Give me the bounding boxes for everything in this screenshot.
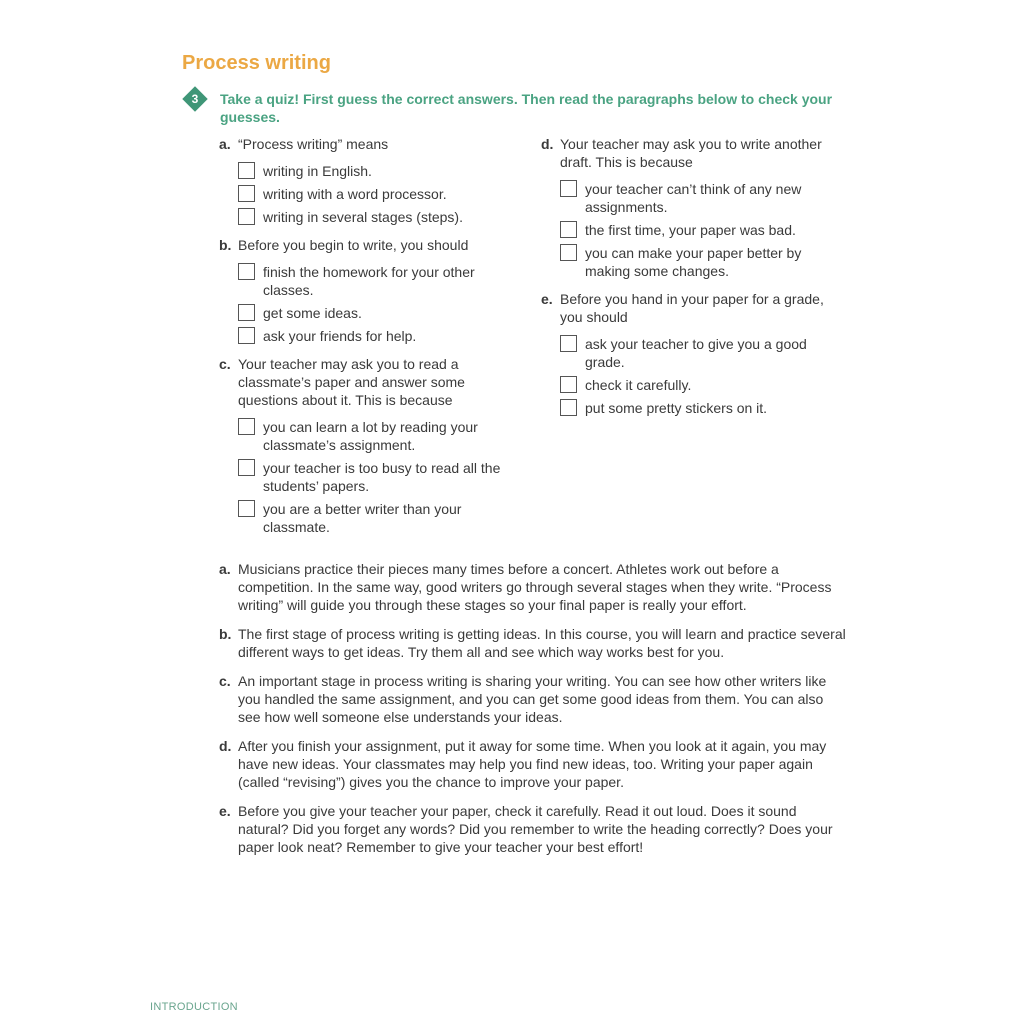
checkbox[interactable] xyxy=(560,335,577,352)
answer-option[interactable] xyxy=(238,418,519,454)
answer-option[interactable] xyxy=(560,335,841,371)
quiz-column-left xyxy=(219,135,519,546)
option-text: your teacher can’t think of any new assignments. xyxy=(585,181,802,215)
checkbox[interactable] xyxy=(560,221,577,238)
checkbox[interactable] xyxy=(238,500,255,517)
checkbox[interactable] xyxy=(560,180,577,197)
question-letter: c. xyxy=(219,356,231,372)
quiz-question xyxy=(219,135,519,226)
question-text: Your teacher may ask you to write another draft. This is because xyxy=(560,136,822,170)
option-text: ask your teacher to give you a good grade. xyxy=(585,336,807,370)
quiz-question xyxy=(219,236,519,345)
option-text: you can learn a lot by reading your classmate’s assignment. xyxy=(263,419,478,453)
answer-option[interactable] xyxy=(238,304,519,322)
paragraph xyxy=(219,625,849,661)
question-letter: e. xyxy=(541,291,553,307)
paragraph-letter: c. xyxy=(219,673,231,689)
option-text: writing in several stages (steps). xyxy=(263,209,463,225)
paragraph xyxy=(219,737,849,791)
quiz-question xyxy=(541,290,841,417)
answer-option[interactable] xyxy=(560,221,841,239)
option-text: the first time, your paper was bad. xyxy=(585,222,796,238)
option-text: your teacher is too busy to read all the students’ papers. xyxy=(263,460,501,494)
checkbox[interactable] xyxy=(238,208,255,225)
answer-option[interactable] xyxy=(560,376,841,394)
answer-option[interactable] xyxy=(560,180,841,216)
option-text: ask your friends for help. xyxy=(263,328,417,344)
answer-option[interactable] xyxy=(238,327,519,345)
reading-paragraphs xyxy=(219,560,849,867)
option-text: get some ideas. xyxy=(263,305,362,321)
quiz-column-right xyxy=(541,135,841,427)
question-letter: a. xyxy=(219,136,231,152)
answer-option[interactable] xyxy=(238,459,519,495)
option-text: put some pretty stickers on it. xyxy=(585,400,768,416)
question-text: Your teacher may ask you to read a classmate’s paper and answer some questions about it. This is because xyxy=(238,356,465,408)
question-text: “Process writing” means xyxy=(238,136,389,152)
checkbox[interactable] xyxy=(238,185,255,202)
paragraph-text: Musicians practice their pieces many times before a concert. Athletes work out before a competition. In the same way, good writers go through several stages when they write. “Process writing” will guide you through these stages so your final paper is really your effort. xyxy=(238,561,832,613)
answer-option[interactable] xyxy=(560,399,841,417)
question-text: Before you begin to write, you should xyxy=(238,237,469,253)
paragraph xyxy=(219,802,849,856)
paragraph-text: The first stage of process writing is getting ideas. In this course, you will learn and practice several different ways to get ideas. Try them all and see which way works best for you. xyxy=(238,626,846,660)
checkbox[interactable] xyxy=(238,162,255,179)
section-title: Process writing xyxy=(182,52,331,74)
question-letter: d. xyxy=(541,136,554,152)
checkbox[interactable] xyxy=(560,244,577,261)
paragraph-text: Before you give your teacher your paper, check it carefully. Read it out loud. Does it sound natural? Did you forget any words? Did you remember to write the heading correctly? Does your paper look neat? Remember to give your teacher your best effort! xyxy=(238,803,833,855)
option-text: finish the homework for your other classes. xyxy=(263,264,475,298)
answer-option[interactable] xyxy=(238,162,519,180)
option-text: you are a better writer than your classmate. xyxy=(263,501,462,535)
checkbox[interactable] xyxy=(238,418,255,435)
exercise-number: 3 xyxy=(191,92,199,106)
answer-option[interactable] xyxy=(238,208,519,226)
answer-option[interactable] xyxy=(238,263,519,299)
checkbox[interactable] xyxy=(238,304,255,321)
exercise-instruction xyxy=(182,90,842,126)
answer-option[interactable] xyxy=(560,244,841,280)
answer-option[interactable] xyxy=(238,500,519,536)
footer-section-label: INTRODUCTION xyxy=(150,1001,238,1013)
paragraph-letter: a. xyxy=(219,561,231,577)
paragraph xyxy=(219,560,849,614)
checkbox[interactable] xyxy=(238,263,255,280)
checkbox[interactable] xyxy=(560,399,577,416)
quiz-question xyxy=(541,135,841,280)
paragraph-letter: b. xyxy=(219,626,232,642)
option-text: writing with a word processor. xyxy=(263,186,447,202)
answer-option[interactable] xyxy=(238,185,519,203)
option-text: writing in English. xyxy=(263,163,372,179)
instruction-text: Take a quiz! First guess the correct answers. Then read the paragraphs below to check your guesses. xyxy=(220,91,833,125)
paragraph-text: After you finish your assignment, put it away for some time. When you look at it again, you may have new ideas. Your classmates may help you find new ideas, too. Writing your paper again (called “revising”) gives you the chance to improve your paper. xyxy=(238,738,827,790)
paragraph-text: An important stage in process writing is sharing your writing. You can see how other writers like you handled the same assignment, and you can get some good ideas from them. You can also see how well someone else understands your ideas. xyxy=(238,673,827,725)
checkbox[interactable] xyxy=(238,459,255,476)
option-text: you can make your paper better by making some changes. xyxy=(585,245,802,279)
question-letter: b. xyxy=(219,237,232,253)
question-text: Before you hand in your paper for a grade, you should xyxy=(560,291,824,325)
option-text: check it carefully. xyxy=(585,377,692,393)
checkbox[interactable] xyxy=(238,327,255,344)
quiz-question xyxy=(219,355,519,536)
checkbox[interactable] xyxy=(560,376,577,393)
paragraph xyxy=(219,672,849,726)
paragraph-letter: d. xyxy=(219,738,232,754)
paragraph-letter: e. xyxy=(219,803,231,819)
